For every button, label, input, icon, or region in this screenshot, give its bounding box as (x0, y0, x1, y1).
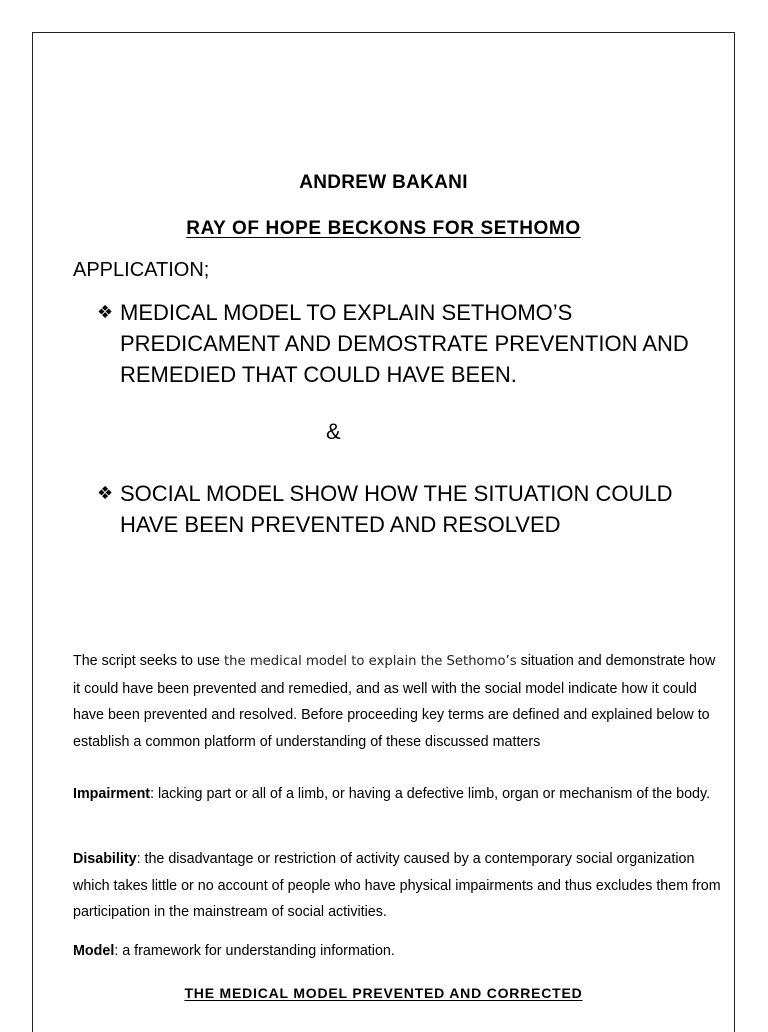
author-name: ANDREW BAKANI (299, 172, 468, 193)
bullet-text: SOCIAL MODEL SHOW HOW THE SITUATION COULD HAVE BEEN PREVENTED AND RESOLVED (120, 481, 673, 537)
ampersand: & (326, 419, 341, 444)
definition-disability (73, 846, 723, 926)
application-label: APPLICATION; (73, 259, 210, 281)
bullet-item-social-model (97, 478, 707, 540)
document-title (33, 218, 734, 240)
definition-text: : lacking part or all of a limb, or having a defective limb, organ or mechanism of the body. (150, 786, 711, 802)
definition-text: : a framework for understanding information. (114, 943, 395, 959)
definition-term: Impairment (73, 786, 151, 802)
definition-model (73, 938, 723, 965)
document-page (32, 32, 735, 1032)
section-heading (33, 985, 734, 1001)
bullet-text: MEDICAL MODEL TO EXPLAIN SETHOMO’S PREDICAMENT AND DEMOSTRATE PREVENTION AND REMEDIED THAT COULD HAVE BEEN. (120, 300, 689, 387)
intro-part-1: The script seeks to use (73, 653, 224, 669)
definition-text: : the disadvantage or restriction of activity caused by a contemporary social organization which takes little or no account of people who have physical impairments and thus excludes them from participation in the mainstream of social activities. (73, 851, 721, 921)
intro-part-2: the medical model to explain the Sethomo’s (223, 654, 517, 669)
diamond-bullet-icon: ❖ (97, 483, 114, 503)
diamond-bullet-icon: ❖ (97, 302, 114, 322)
definition-term: Model (73, 943, 115, 959)
intro-part-3: situation and demonstrate how it could have been prevented and remedied, and as well with the social model indicate how it could have been prevented and resolved. Before proceeding key terms are defined and explained below to establish a common platform of understanding of these discussed matters (73, 653, 716, 751)
document-title-text: RAY OF HOPE BECKONS FOR SETHOMO (186, 218, 581, 239)
definition-term: Disability (73, 851, 137, 867)
bullet-item-medical-model (97, 297, 707, 390)
definition-impairment (73, 781, 723, 808)
section-heading-text: THE MEDICAL MODEL PREVENTED AND CORRECTED (184, 985, 583, 1001)
intro-paragraph (73, 648, 723, 756)
